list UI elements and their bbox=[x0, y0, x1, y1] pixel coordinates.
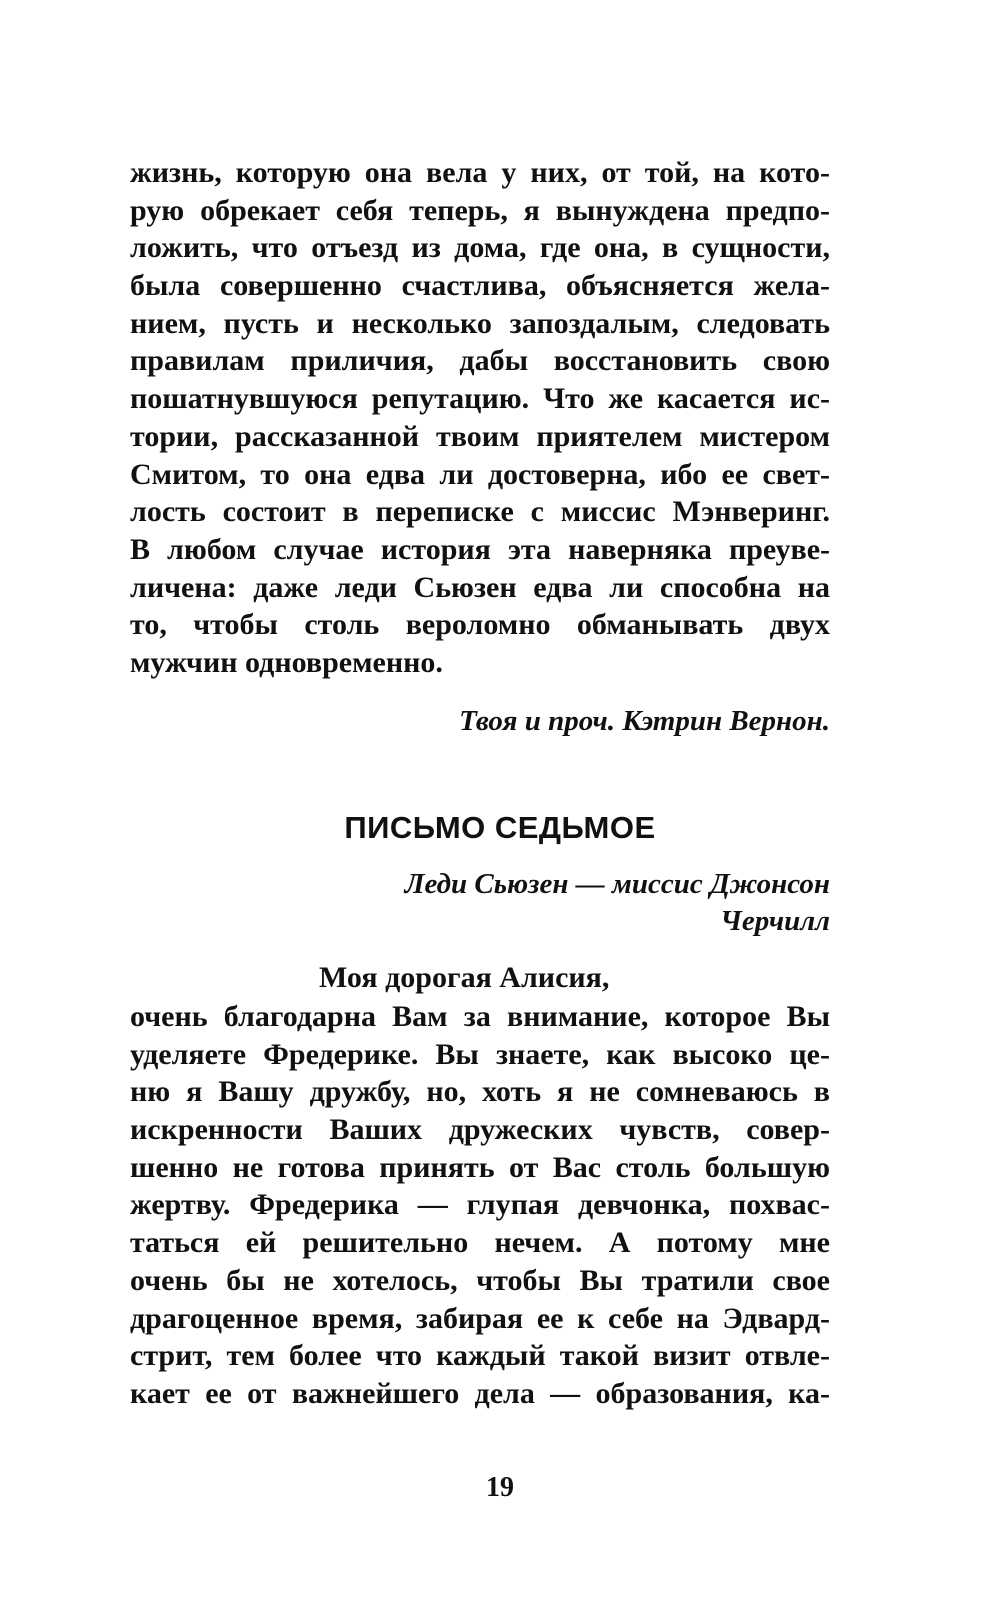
text-line: жертву. Фредерика — глупая девчонка, похвас- bbox=[130, 1188, 830, 1222]
text-line: правилам приличия, дабы восстановить свою bbox=[130, 344, 830, 378]
text-line: жизнь, которую она вела у них, от той, на кото- bbox=[130, 156, 830, 189]
addressee-line-1: Леди Сьюзен — миссис Джонсон bbox=[404, 868, 830, 900]
text-line: нием, пусть и несколько запоздалым, следовать bbox=[130, 306, 830, 340]
text-line: ню я Вашу дружбу, но, хоть я не сомневаюсь в bbox=[130, 1075, 830, 1109]
paragraph-2 bbox=[130, 998, 830, 1413]
text-line: искренности Ваших дружеских чувств, совер- bbox=[130, 1113, 830, 1147]
text-line: стрит, тем более что каждый такой визит отвле- bbox=[130, 1339, 830, 1373]
text-line: тории, рассказанной твоим приятелем мистером bbox=[130, 419, 830, 453]
addressee-line-2: Черчилл bbox=[720, 905, 830, 937]
text-line: личена: даже леди Сьюзен едва ли способна на bbox=[130, 570, 830, 604]
text-line: мужчин одновременно. bbox=[130, 645, 443, 679]
text-line: очень бы не хотелось, чтобы Вы тратили свое bbox=[130, 1263, 830, 1297]
text-line: рую обрекает себя теперь, я вынуждена предпо- bbox=[130, 193, 830, 227]
text-line: В любом случае история эта наверняка преуве- bbox=[130, 532, 830, 566]
salutation: Моя дорогая Алисия, bbox=[319, 961, 610, 994]
paragraph-1 bbox=[130, 154, 830, 682]
text-line: таться ей решительно нечем. А потому мне bbox=[130, 1226, 830, 1260]
text-line: уделяете Фредерике. Вы знаете, как высоко це- bbox=[130, 1037, 830, 1071]
text-line: была совершенно счастлива, объясняется жела- bbox=[130, 269, 830, 303]
text-line: очень благодарна Вам за внимание, которое Вы bbox=[130, 1000, 830, 1033]
text-line: шенно не готова принять от Вас столь большую bbox=[130, 1150, 830, 1184]
text-line: Смитом, то она едва ли достоверна, ибо ее свет- bbox=[130, 457, 830, 491]
text-line: драгоценное время, забирая ее к себе на Эдвард- bbox=[130, 1301, 830, 1335]
text-line: ложить, что отъезд из дома, где она, в сущности, bbox=[130, 231, 830, 265]
text-line: лость состоит в переписке с миссис Мэнверинг. bbox=[130, 495, 830, 529]
text-line: то, чтобы столь вероломно обманывать двух bbox=[130, 608, 830, 642]
letter-heading: ПИСЬМО СЕДЬМОЕ bbox=[344, 810, 656, 845]
text-line: кает ее от важнейшего дела — образования, ка- bbox=[130, 1376, 830, 1410]
text-line: пошатнувшуюся репутацию. Что же касается ис- bbox=[130, 382, 830, 416]
letter-signature: Твоя и проч. Кэтрин Вернон. bbox=[459, 705, 830, 737]
page-number: 19 bbox=[486, 1472, 514, 1503]
